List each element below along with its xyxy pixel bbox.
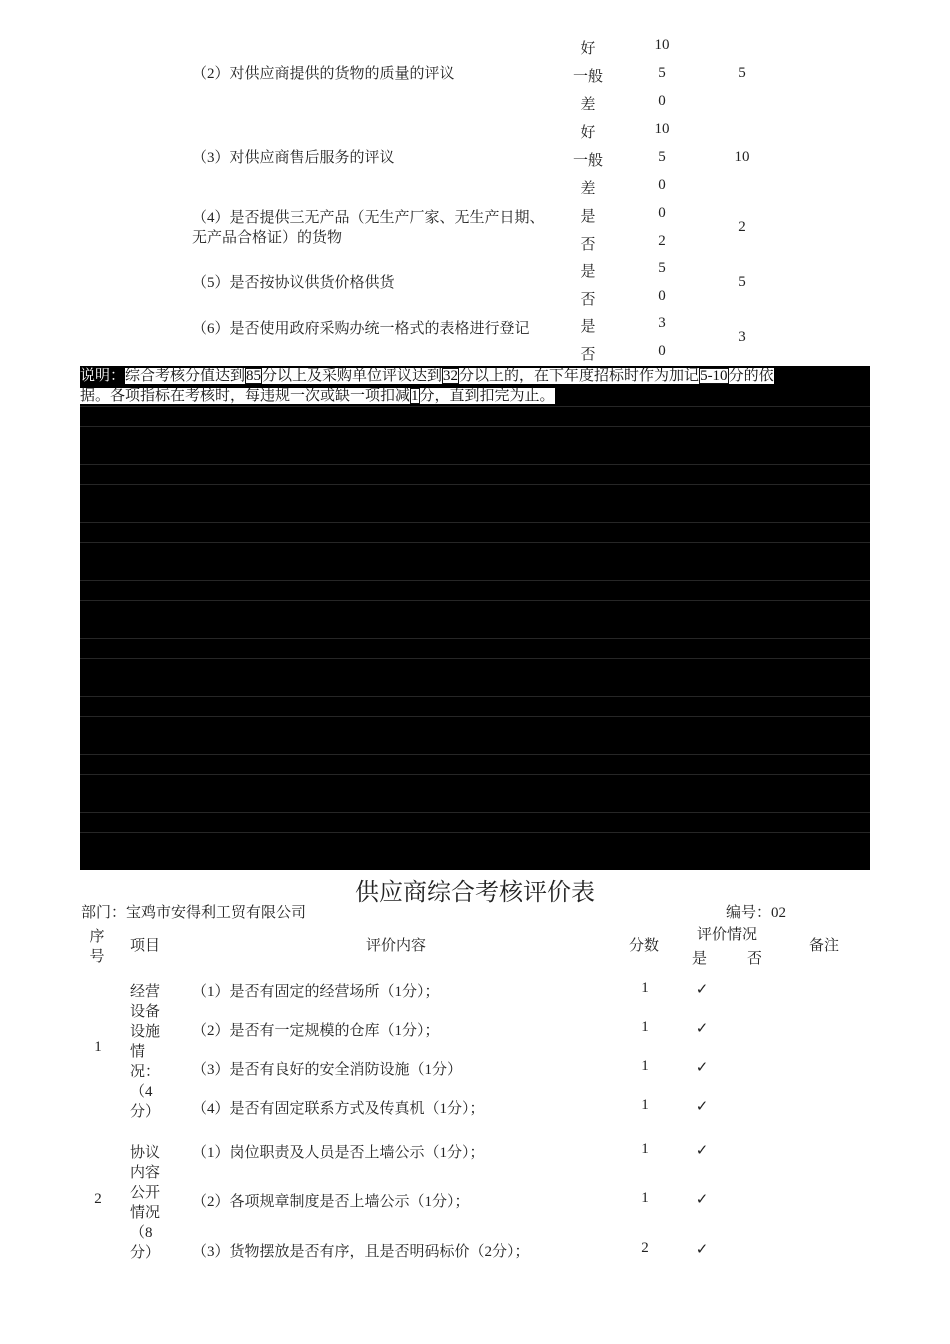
header-evaluation: 评价情况 bbox=[697, 927, 758, 943]
group-seq: 2 bbox=[94, 1191, 102, 1207]
criterion-after-sales: （3）对供应商售后服务的评议 bbox=[192, 150, 395, 166]
criterion-score: 1 bbox=[641, 1058, 649, 1074]
check-icon: ✓ bbox=[695, 1060, 709, 1076]
header-remark: 备注 bbox=[809, 938, 840, 954]
option-points: 3 bbox=[658, 315, 666, 331]
note-text: 分的依 bbox=[728, 368, 774, 384]
note-text: 据。各项指标在考核时，每违规一次或缺一项扣减 bbox=[80, 388, 411, 404]
option-label: 差 bbox=[580, 181, 596, 197]
option-points: 5 bbox=[658, 65, 666, 81]
note-text: 分以上及采购单位评议达到 bbox=[262, 368, 443, 384]
option-points: 0 bbox=[658, 288, 666, 304]
row-score: 3 bbox=[738, 329, 746, 345]
form-title: 供应商综合考核评价表 bbox=[355, 880, 595, 906]
header-yes: 是 bbox=[692, 951, 708, 967]
note-block bbox=[80, 366, 870, 870]
option-points: 10 bbox=[654, 37, 670, 53]
row-score: 10 bbox=[734, 149, 750, 165]
criterion-score: 2 bbox=[641, 1240, 649, 1256]
criterion-score: 1 bbox=[641, 1141, 649, 1157]
row-score: 5 bbox=[738, 65, 746, 81]
option-label: 差 bbox=[580, 97, 596, 113]
criterion-text: （2）是否有一定规模的仓库（1分）； bbox=[192, 1023, 440, 1039]
option-label: 好 bbox=[580, 41, 596, 57]
criterion-score: 1 bbox=[641, 980, 649, 996]
note-value: 5-10 bbox=[700, 368, 728, 384]
note-text: 分以上的，在下年度招标时作为加记 bbox=[459, 368, 700, 384]
check-icon: ✓ bbox=[695, 1192, 709, 1208]
note-text: 分，直到扣完为止。 bbox=[419, 388, 555, 404]
note-label: 说明： bbox=[80, 368, 126, 384]
option-label: 否 bbox=[580, 347, 596, 363]
option-label: 一般 bbox=[572, 69, 603, 85]
criterion-text: （1）岗位职责及人员是否上墙公示（1分）； bbox=[192, 1145, 485, 1161]
option-points: 2 bbox=[658, 233, 666, 249]
option-points: 5 bbox=[658, 149, 666, 165]
criterion-text: （3）货物摆放是否有序，且是否明码标价（2分）； bbox=[192, 1244, 530, 1260]
check-icon: ✓ bbox=[695, 982, 709, 998]
criterion-score: 1 bbox=[641, 1097, 649, 1113]
group-item: 协议内容公开情况（8分） bbox=[130, 1145, 161, 1261]
check-icon: ✓ bbox=[695, 1143, 709, 1159]
group-seq: 1 bbox=[94, 1039, 102, 1055]
criterion-unified-form: （6）是否使用政府采购办统一格式的表格进行登记 bbox=[192, 321, 530, 337]
option-label: 一般 bbox=[572, 153, 603, 169]
option-points: 0 bbox=[658, 177, 666, 193]
criterion-agreed-price: （5）是否按协议供货价格供货 bbox=[192, 275, 395, 291]
header-score: 分数 bbox=[629, 938, 660, 954]
option-points: 5 bbox=[658, 260, 666, 276]
serial-number: 编号：02 bbox=[726, 905, 787, 921]
option-points: 10 bbox=[654, 121, 670, 137]
criterion-text: （4）是否有固定联系方式及传真机（1分）； bbox=[192, 1101, 485, 1117]
option-points: 0 bbox=[658, 205, 666, 221]
header-seq: 序号 bbox=[89, 929, 105, 965]
option-points: 0 bbox=[658, 343, 666, 359]
option-label: 是 bbox=[580, 264, 596, 280]
row-score: 2 bbox=[738, 219, 746, 235]
note-value: 32 bbox=[443, 368, 459, 384]
note-value: 1 bbox=[411, 388, 419, 404]
option-label: 是 bbox=[580, 319, 596, 335]
header-item: 项目 bbox=[130, 938, 161, 954]
criterion-text: （1）是否有固定的经营场所（1分）； bbox=[192, 984, 440, 1000]
criterion-score: 1 bbox=[641, 1190, 649, 1206]
note-line-1 bbox=[80, 366, 774, 386]
row-score: 5 bbox=[738, 274, 746, 290]
option-points: 0 bbox=[658, 93, 666, 109]
option-label: 否 bbox=[580, 292, 596, 308]
criterion-text: （3）是否有良好的安全消防设施（1分） bbox=[192, 1062, 463, 1078]
group-item: 经营设备设施情况：（4分） bbox=[130, 984, 161, 1120]
check-icon: ✓ bbox=[695, 1242, 709, 1258]
department-label: 部门：宝鸡市安得利工贸有限公司 bbox=[81, 905, 307, 921]
criterion-quality: （2）对供应商提供的货物的质量的评议 bbox=[192, 66, 455, 82]
criterion-text: （2）各项规章制度是否上墙公示（1分）； bbox=[192, 1194, 470, 1210]
option-label: 是 bbox=[580, 209, 596, 225]
note-value: 85 bbox=[246, 368, 262, 384]
header-content: 评价内容 bbox=[366, 938, 427, 954]
check-icon: ✓ bbox=[695, 1099, 709, 1115]
header-no: 否 bbox=[747, 951, 763, 967]
note-text: 综合考核分值达到 bbox=[125, 368, 246, 384]
check-icon: ✓ bbox=[695, 1021, 709, 1037]
criterion-three-no-products: （4）是否提供三无产品（无生产厂家、无生产日期、无产品合格证）的货物 bbox=[192, 210, 545, 246]
criterion-score: 1 bbox=[641, 1019, 649, 1035]
option-label: 否 bbox=[580, 237, 596, 253]
option-label: 好 bbox=[580, 125, 596, 141]
note-line-2 bbox=[80, 386, 555, 406]
